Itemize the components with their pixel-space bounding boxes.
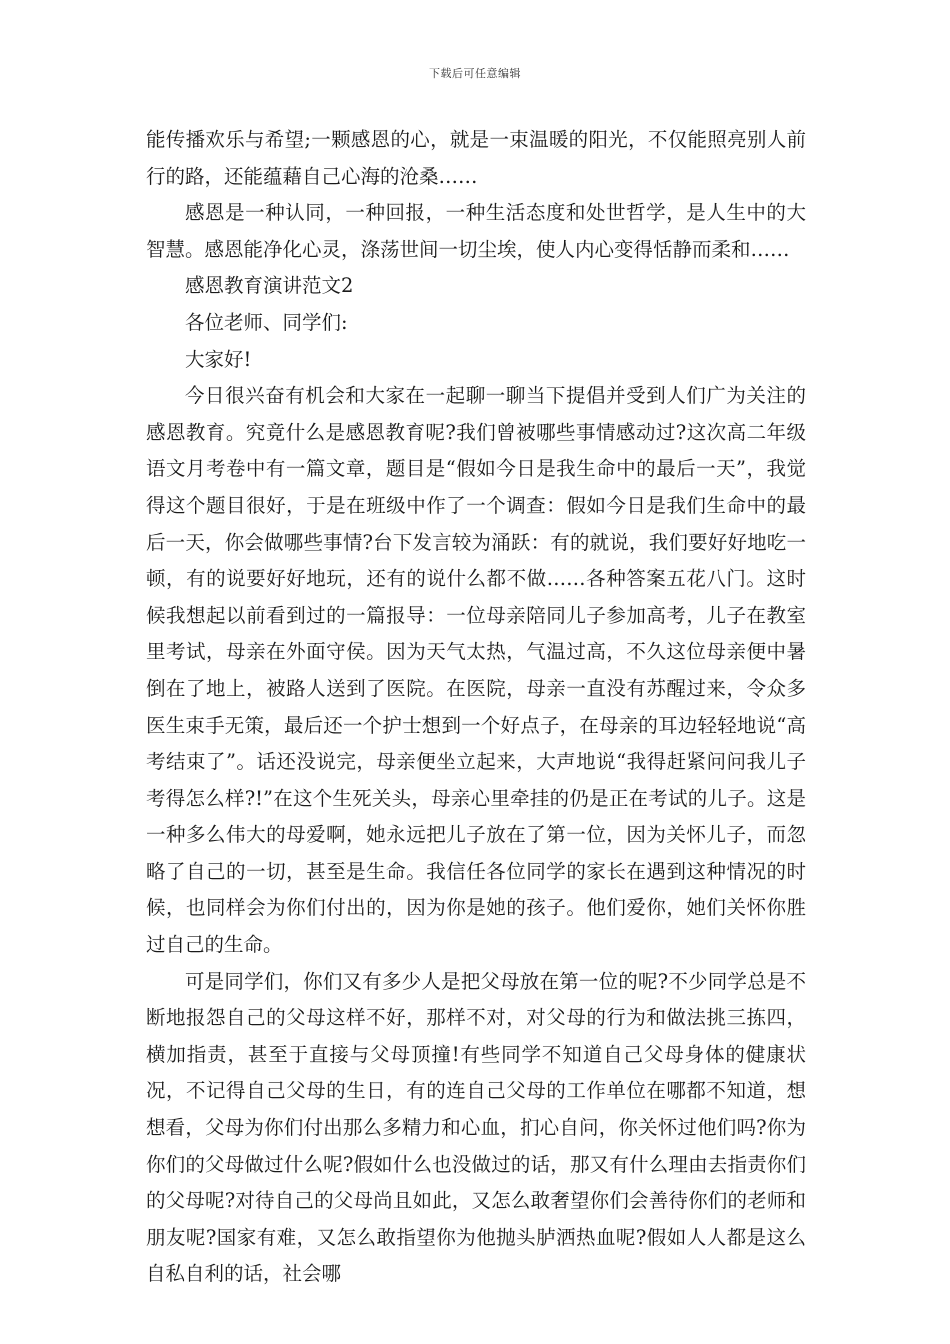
- page-header-note: 下载后可任意编辑: [429, 67, 521, 80]
- salutation: 各位老师、同学们:: [185, 310, 348, 334]
- paragraph-mother-story: 今日很兴奋有机会和大家在一起聊一聊当下提倡并受到人们广为关注的感恩教育。究竟什么是感恩教育呢?我们曾被哪些事情感动过?这次高二年级语文月考卷中有一篇文章，题目是“假如今日是我生命中的最后一天”，我觉得这个题目很好，于是在班级中作了一个调查：假如今日是我们生命中的最后一天，你会做哪些事情?台下发言较为涌跃：有的就说，我们要好好地吃一顿，有的说要好好地玩，还有的说什么都不做……各种答案五花八门。这时候我想起以前看到过的一篇报导：一位母亲陪同儿子参加高考，儿子在教室里考试，母亲在外面守侯。因为天气太热，气温过高，不久这位母亲便中暑倒在了地上，被路人送到了医院。在医院，母亲一直没有苏醒过来，令众多医生束手无策，最后还一个护士想到一个好点子，在母亲的耳边轻轻地说“高考结束了”。话还没说完，母亲便坐立起来，大声地说“我得赶紧问问我儿子考得怎么样?!”在这个生死关头，母亲心里牵挂的仍是正在考试的儿子。这是一种多么伟大的母爱啊，她永远把儿子放在了第一位，因为关怀儿子，而忽略了自己的一切，甚至是生命。我信任各位同学的家长在遇到这种情况的时候，也同样会为你们付出的，因为你是她的孩子。他们爱你，她们关怀你胜过自己的生命。: [146, 384, 806, 957]
- paragraph-continuation: 能传播欢乐与希望;一颗感恩的心，就是一束温暖的阳光，不仅能照亮别人前行的路，还能蕴藉自己心海的沧桑……: [146, 128, 806, 188]
- greeting: 大家好!: [185, 347, 252, 371]
- document-body: [146, 122, 806, 1293]
- paragraph-gratitude-definition: 感恩是一种认同，一种回报，一种生活态度和处世哲学，是人生中的大智慧。感恩能净化心灵，涤荡世间一切尘埃，使人内心变得恬静而柔和……: [146, 201, 806, 261]
- section-title: 感恩教育演讲范文2: [185, 274, 354, 298]
- paragraph-students-parents: 可是同学们，你们又有多少人是把父母放在第一位的呢?不少同学总是不断地报怨自己的父母这样不好，那样不对，对父母的行为和做法挑三拣四，横加指责，甚至于直接与父母顶撞!有些同学不知道自己父母身体的健康状况，不记得自己父母的生日，有的连自己父母的工作单位在哪都不知道，想想看，父母为你们付出那么多精力和心血，扪心自问，你关怀过他们吗?你为你们的父母做过什么呢?假如什么也没做过的话，那又有什么理由去指责你们的父母呢?对待自己的父母尚且如此，又怎么敢奢望你们会善待你们的老师和朋友呢?国家有难，又怎么敢指望你为他抛头胪洒热血呢?假如人人都是这么自私自利的话，社会哪: [146, 969, 806, 1286]
